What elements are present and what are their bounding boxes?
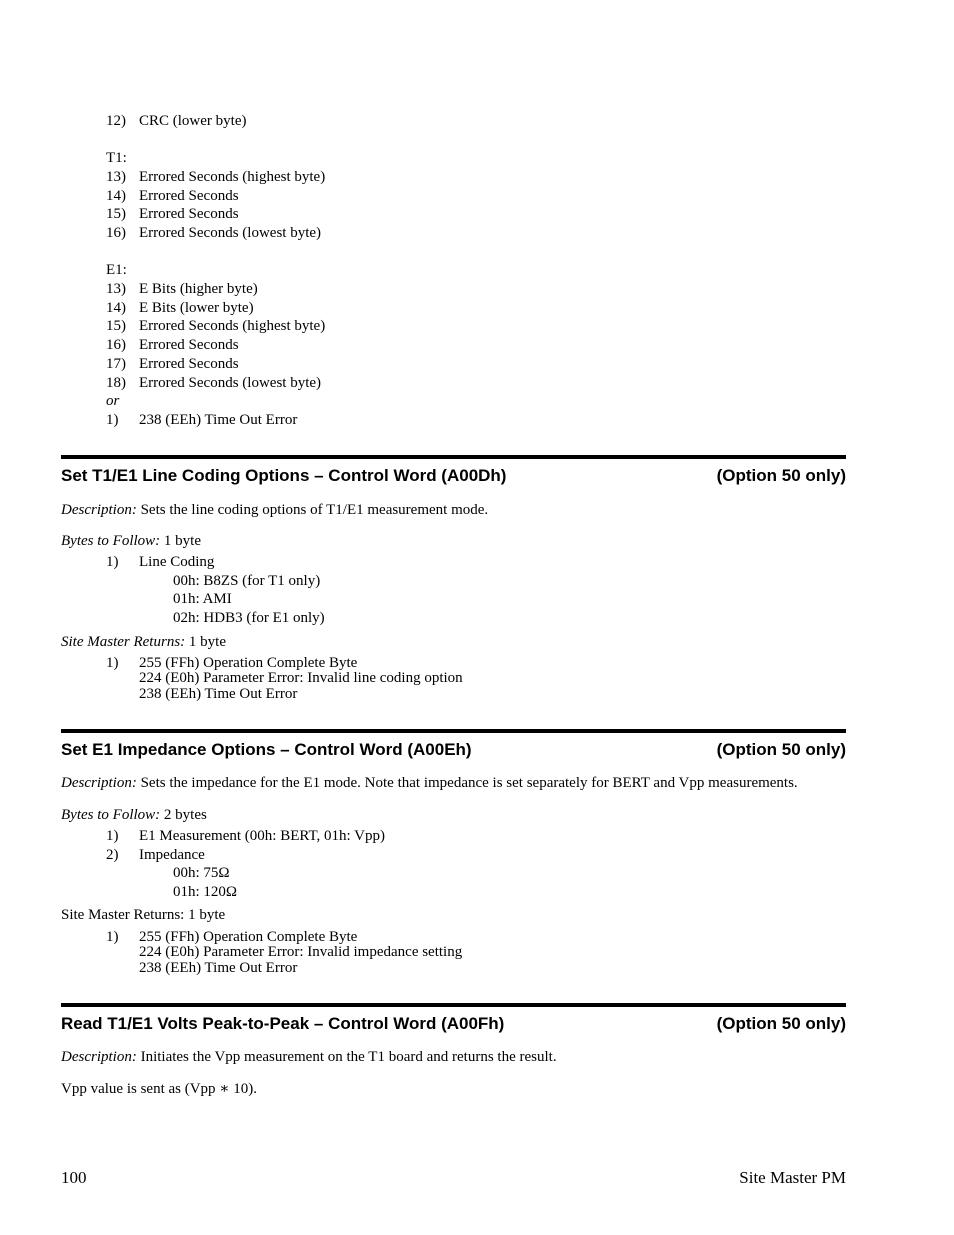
list-number: 17) bbox=[106, 356, 126, 372]
section-rule bbox=[61, 729, 846, 733]
section-option: (Option 50 only) bbox=[716, 1014, 846, 1033]
section-rule bbox=[61, 1003, 846, 1007]
list-item-text: Errored Seconds (lowest byte) bbox=[139, 375, 322, 391]
return-code: 224 (E0h) Parameter Error: Invalid line coding option bbox=[139, 670, 463, 686]
list-number: 16) bbox=[106, 225, 126, 241]
description-label: Description: bbox=[61, 502, 137, 518]
bytes-label: Bytes to Follow: bbox=[61, 533, 161, 549]
list-item-text: Errored Seconds (highest byte) bbox=[139, 169, 326, 185]
section-title: Set T1/E1 Line Coding Options – Control Word (A00Dh) bbox=[61, 466, 507, 485]
section-heading bbox=[61, 1012, 846, 1036]
return-code: 238 (EEh) Time Out Error bbox=[139, 686, 298, 702]
bytes-value: 1 byte bbox=[160, 533, 201, 549]
document-title: Site Master PM bbox=[739, 1168, 846, 1187]
description bbox=[61, 775, 798, 792]
list-number: 14) bbox=[106, 188, 126, 204]
description-label: Description: bbox=[61, 775, 137, 791]
list-number: 18) bbox=[106, 375, 126, 391]
page-number: 100 bbox=[61, 1168, 87, 1187]
list-number: 13) bbox=[106, 281, 126, 297]
site-master-returns: Site Master Returns: 1 byte bbox=[61, 907, 226, 923]
list-item-text: Errored Seconds bbox=[139, 356, 239, 372]
list-number: 1) bbox=[106, 929, 119, 945]
bytes-to-follow bbox=[61, 533, 201, 550]
section-title: Read T1/E1 Volts Peak-to-Peak – Control Word (A00Fh) bbox=[61, 1014, 505, 1033]
list-number: 13) bbox=[106, 169, 126, 185]
list-number: 2) bbox=[106, 847, 119, 863]
section-heading bbox=[61, 738, 846, 762]
option-value: 01h: 120Ω bbox=[173, 884, 238, 900]
list-item-text: Errored Seconds bbox=[139, 337, 239, 353]
section-rule bbox=[61, 455, 846, 459]
list-item-text: Errored Seconds (lowest byte) bbox=[139, 225, 322, 241]
list-number: 1) bbox=[106, 828, 119, 844]
return-code: 255 (FFh) Operation Complete Byte bbox=[139, 929, 358, 945]
list-item-text: E Bits (higher byte) bbox=[139, 281, 258, 297]
option-value: 02h: HDB3 (for E1 only) bbox=[173, 610, 325, 626]
section-heading bbox=[61, 464, 846, 488]
t1-label: T1: bbox=[106, 150, 127, 166]
list-number: 1) bbox=[106, 655, 119, 671]
or-label: or bbox=[106, 393, 120, 409]
section-title: Set E1 Impedance Options – Control Word (A00Eh) bbox=[61, 740, 472, 759]
list-number: 1) bbox=[106, 554, 119, 570]
return-code: 224 (E0h) Parameter Error: Invalid impedance setting bbox=[139, 944, 463, 960]
description-text: Sets the impedance for the E1 mode. Note that impedance is set separately for BERT and Vpp measurements. bbox=[136, 775, 798, 791]
list-item-text: 238 (EEh) Time Out Error bbox=[139, 412, 298, 428]
section-option: (Option 50 only) bbox=[716, 740, 846, 759]
bytes-to-follow bbox=[61, 807, 207, 824]
vpp-note: Vpp value is sent as (Vpp ∗ 10). bbox=[61, 1081, 257, 1097]
description bbox=[61, 502, 488, 519]
list-number: 12) bbox=[106, 113, 126, 129]
list-number: 16) bbox=[106, 337, 126, 353]
option-value: 01h: AMI bbox=[173, 591, 232, 607]
description-label: Description: bbox=[61, 1049, 137, 1065]
list-number: 14) bbox=[106, 300, 126, 316]
return-code: 255 (FFh) Operation Complete Byte bbox=[139, 655, 358, 671]
return-code: 238 (EEh) Time Out Error bbox=[139, 960, 298, 976]
description bbox=[61, 1049, 557, 1066]
returns-label: Site Master Returns: bbox=[61, 634, 186, 650]
list-item-text: E Bits (lower byte) bbox=[139, 300, 254, 316]
list-item-text: Errored Seconds (highest byte) bbox=[139, 318, 326, 334]
returns-value: 1 byte bbox=[185, 634, 226, 650]
description-text: Sets the line coding options of T1/E1 measurement mode. bbox=[136, 502, 489, 518]
list-item-text: Line Coding bbox=[139, 554, 215, 570]
list-item-text: CRC (lower byte) bbox=[139, 113, 247, 129]
option-value: 00h: 75Ω bbox=[173, 865, 230, 881]
option-value: 00h: B8ZS (for T1 only) bbox=[173, 573, 321, 589]
bytes-value: 2 bytes bbox=[160, 807, 207, 823]
list-item-text: Errored Seconds bbox=[139, 188, 239, 204]
list-number: 15) bbox=[106, 206, 126, 222]
bytes-label: Bytes to Follow: bbox=[61, 807, 161, 823]
list-number: 1) bbox=[106, 412, 119, 428]
description-text: Initiates the Vpp measurement on the T1 board and returns the result. bbox=[136, 1049, 557, 1065]
list-number: 15) bbox=[106, 318, 126, 334]
list-item-text: Errored Seconds bbox=[139, 206, 239, 222]
e1-label: E1: bbox=[106, 262, 127, 278]
list-item-text: Impedance bbox=[139, 847, 205, 863]
list-item-text: E1 Measurement (00h: BERT, 01h: Vpp) bbox=[139, 828, 386, 844]
section-option: (Option 50 only) bbox=[716, 466, 846, 485]
site-master-returns bbox=[61, 634, 226, 651]
